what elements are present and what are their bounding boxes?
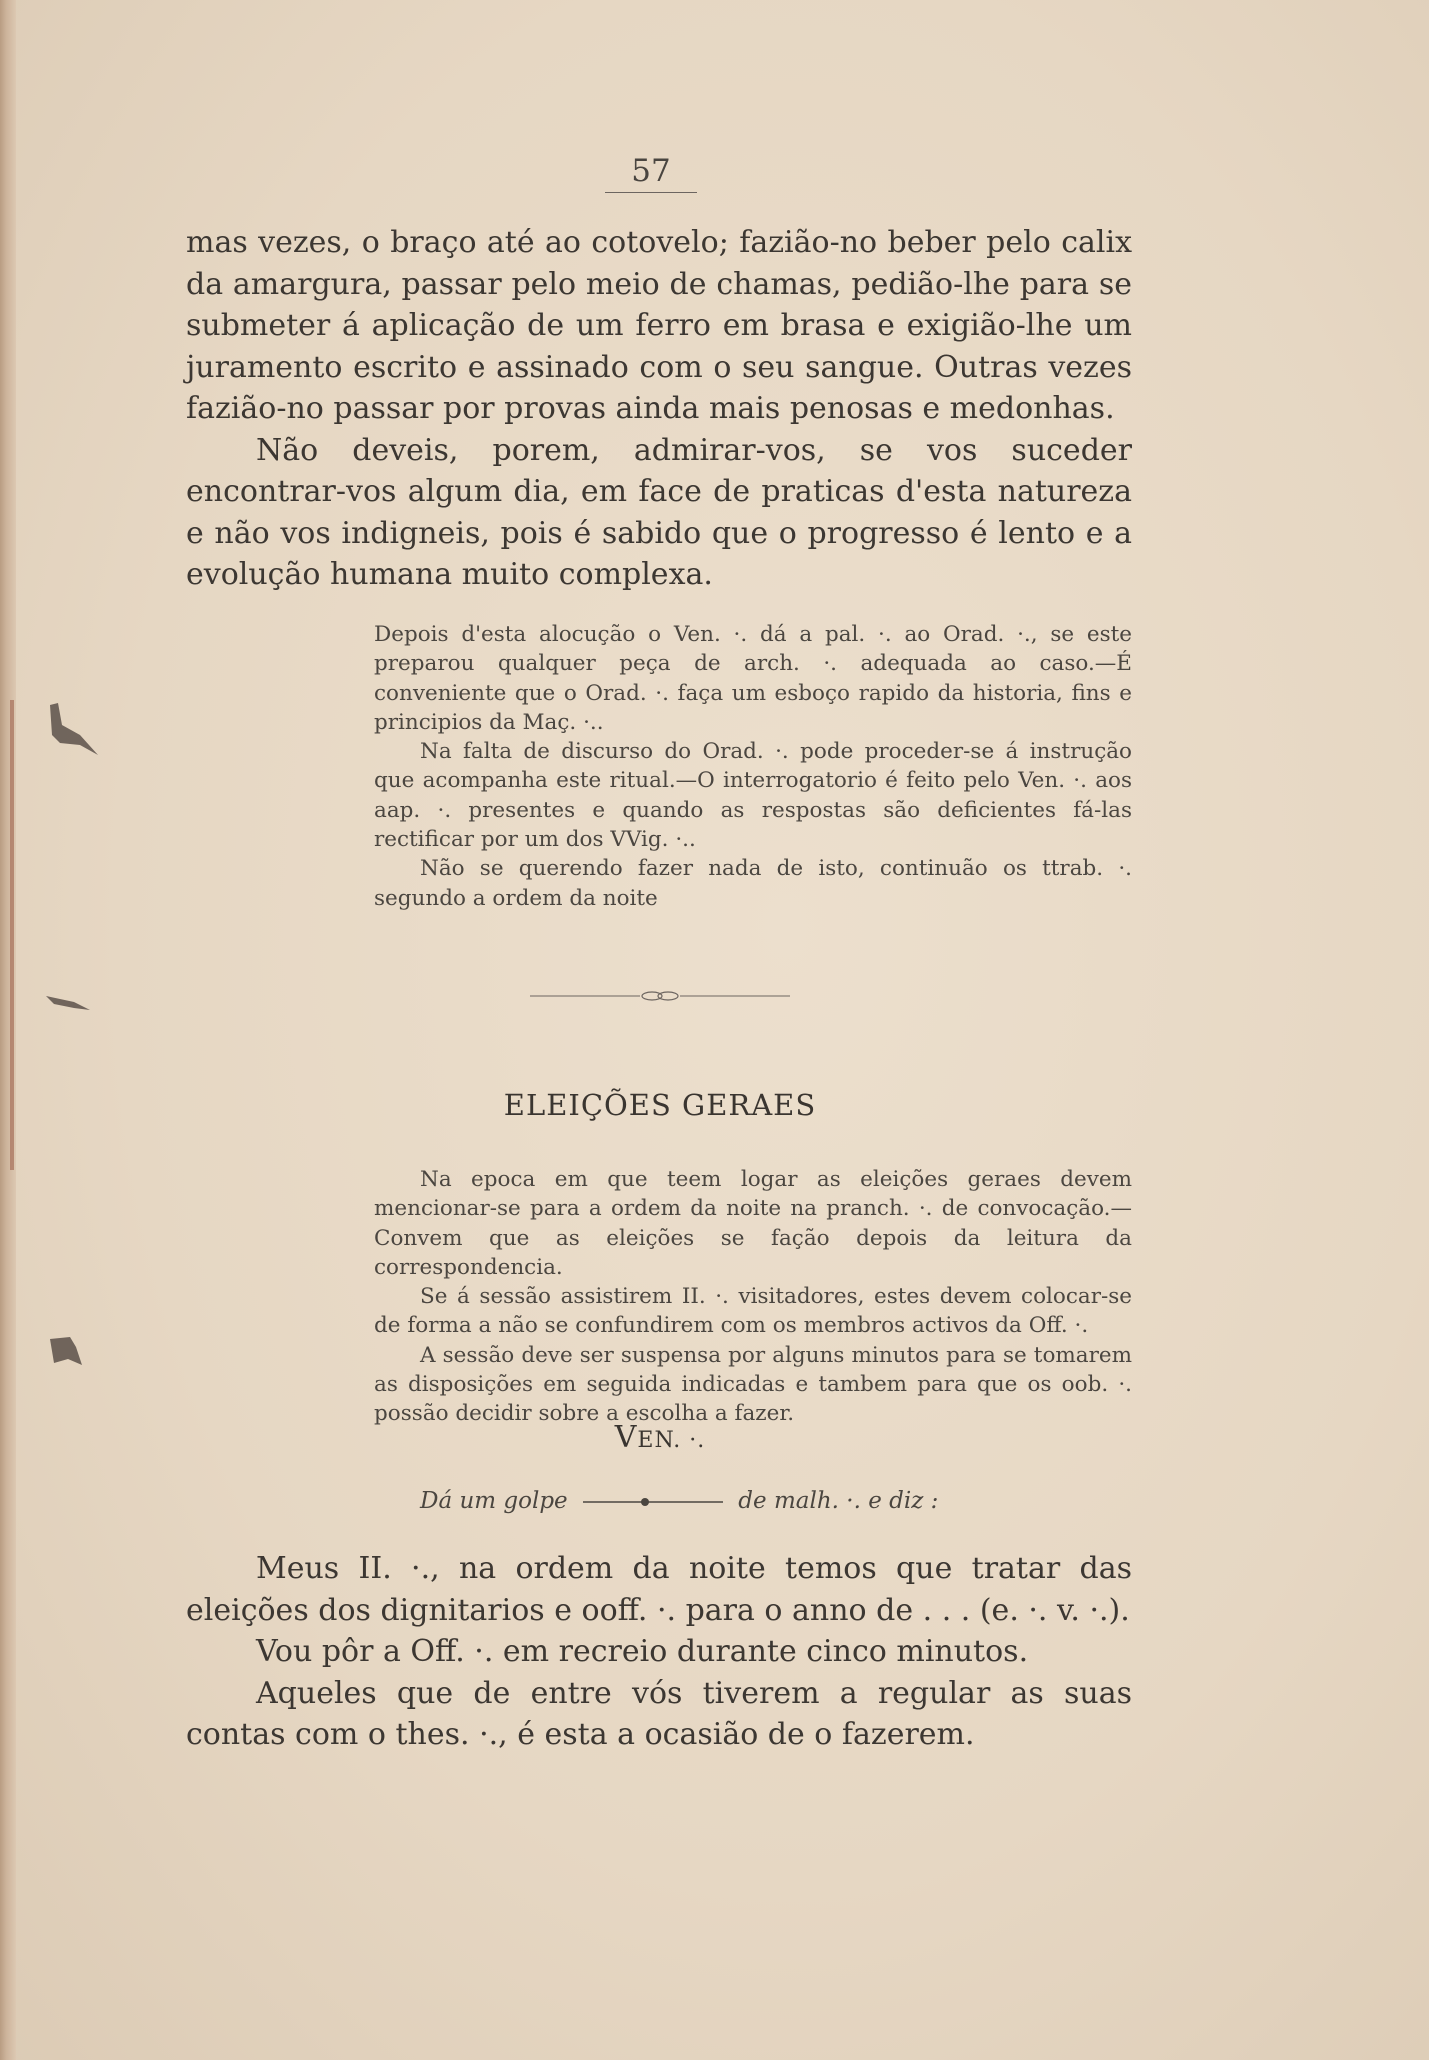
rubric-block [374, 1165, 1132, 1429]
paragraph: mas vezes, o braço até ao cotovelo; fazião-no beber pelo calix da amargura, passar pelo meio de chamas, pedião-lhe para se submeter á aplicação de um ferro em brasa e exigião-lhe um juramento escrito e assinado com o seu sangue. Outras vezes fazião-no passar por provas ainda mais penosas e medonhas. [186, 225, 1132, 426]
section-title: ELEIÇÕES GERAES [503, 1088, 817, 1122]
speaker-initial: V [614, 1420, 638, 1455]
rubric-paragraph: Na epoca em que teem logar as eleições geraes devem mencionar-se para a ordem da noite na pranch. ·. de convocação.—Convem que as eleições se fação depois da leitura da correspondencia. [374, 1167, 1132, 1280]
stage-direction [420, 1488, 980, 1514]
ink-stain-mark [44, 990, 94, 1020]
paragraph: Não deveis, porem, admirar-vos, se vos suceder encontrar-vos algum dia, em face de praticas d'esta natureza e não vos indigneis, pois é sabido que o progresso é lento e a evolução humana muito complexa. [186, 432, 1132, 592]
speech-text [186, 1548, 1132, 1756]
binding-ribbon [10, 700, 14, 1170]
speech-paragraph: Vou pôr a Off. ·. em recreio durante cinco minutos. [256, 1634, 1029, 1669]
rubric-paragraph: A sessão deve ser suspensa por alguns minutos para se tomarem as disposições em seguida indicadas e tambem para que os oob. ·. possão decidir sobre a escolha a fazer. [374, 1342, 1132, 1427]
section-divider-ornament [530, 985, 790, 1007]
speaker-rest: EN. ·. [637, 1428, 706, 1453]
rubric-block [374, 620, 1132, 913]
direction-before: Dá um golpe [420, 1488, 568, 1514]
rubric-paragraph: Depois d'esta alocução o Ven. ·. dá a pal. ·. ao Orad. ·., se este preparou qualquer peça de arch. ·. adequada ao caso.—É conveniente que o Orad. ·. faça um esboço rapido da historia, fins e principios da Maç. ·.. [374, 622, 1132, 735]
ink-stain-mark [46, 1335, 86, 1375]
rubric-paragraph: Na falta de discurso do Orad. ·. pode proceder-se á instrução que acompanha este ritual.—O interrogatorio é feito pelo Ven. ·. aos aap. ·. presentes e quando as respostas são deficientes fá-las rectificar por um dos VVig. ·.. [374, 739, 1132, 853]
page-number: 57 [605, 152, 697, 193]
rubric-paragraph: Não se querendo fazer nada de isto, continuão os ttrab. ·. segundo a ordem da noite [374, 856, 1132, 911]
ink-stain-mark [40, 695, 110, 765]
speech-paragraph: Aqueles que de entre vós tiverem a regular as suas contas com o thes. ·., é esta a ocasião de o fazerem. [186, 1675, 1132, 1752]
gavel-stroke-icon [583, 1495, 723, 1509]
rubric-paragraph: Se á sessão assistirem II. ·. visitadores, estes devem colocar-se de forma a não se confundirem com os membros activos da Off. ·. [374, 1284, 1132, 1339]
main-text [186, 222, 1132, 596]
direction-after: de malh. ·. e diz : [738, 1488, 939, 1514]
speaker-label [500, 1420, 820, 1455]
speech-paragraph: Meus II. ·., na ordem da noite temos que tratar das eleições dos dignitarios e ooff. ·. para o anno de . . . (e. ·. v. ·.). [186, 1551, 1132, 1628]
